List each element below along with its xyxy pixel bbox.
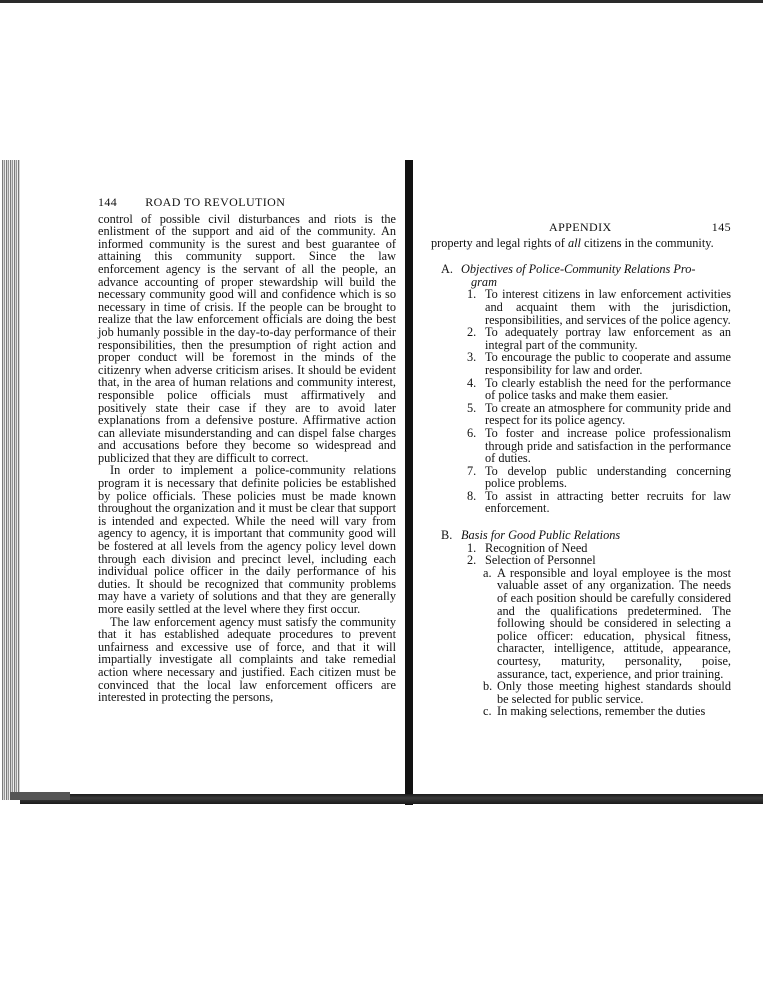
book-gutter [405,160,413,805]
section-a [431,263,731,515]
item-number: 3. [467,350,477,365]
left-page-number: 144 [98,195,118,209]
subitem-letter: a. [483,565,492,580]
left-running-head [98,196,396,209]
list-item [431,402,731,427]
right-page-number: 145 [711,220,731,234]
subitem-letter: c. [483,704,492,719]
item-number: 6. [467,425,477,440]
item-number: 1. [467,540,477,555]
scan-top-edge [0,0,763,3]
section-a-title-line1: Objectives of Police-Community Relations Pro- [461,262,696,277]
item-number: 1. [467,287,477,302]
intro-text-after: citizens in the community. [580,235,714,250]
sub-list-item [431,705,731,718]
subitem-text: Only those meeting highest standards should be selected for public service. [497,679,731,706]
left-running-title: ROAD TO REVOLUTION [145,195,286,209]
subitem-text: A responsible and loyal employee is the most valuable asset of any organization. The needs of each position should be carefully considered and the qualifications predetermined. The following should be considered in selecting a police officer: education, physical fitness, character, intelligence, attitude, appearance, courtesy, maturity, personality, poise, assurance, tact, experience, and prior training. [497,565,731,681]
list-item [431,427,731,465]
section-b [431,529,731,718]
left-paragraph-3: The law enforcement agency must satisfy the community that it has established adequate procedures to prevent unfairness and excessive use of force, and that it will impartially investigate all complaints and take remedial action where necessary and justified. Each citizen must be convinced that the local law enforcement officers are interested in protecting the persons, [98,614,396,705]
left-paragraph-2: In order to implement a police-community relations program it is necessary that definite policies be established by police officials. These policies must be made known throughout the organization and it must be clear that support is intended and expected. While the need will vary from agency to agency, it is important that community good will be fostered at all levels from the agency policy level down through each division and precinct level, including each individual police officer in the daily performance of his duties. It should be recognized that community problems may have a variety of solutions and that they are generally more easily settled at the level where they first occur. [98,463,396,616]
list-item [431,490,731,515]
left-page [98,196,396,704]
item-text: To develop public understanding concerning police problems. [485,463,731,491]
item-text: To foster and increase police professionalism through pride and satisfaction in the performance of duties. [485,425,731,466]
section-a-label: A. [441,262,453,277]
list-item [431,377,731,402]
item-text: Selection of Personnel [485,553,596,568]
scan-binding-edge [2,160,20,800]
intro-text-before: property and legal rights of [431,235,568,250]
section-b-sublist [431,567,731,718]
sub-list-item [431,680,731,705]
list-item [431,351,731,376]
list-item [431,465,731,490]
item-number: 2. [467,325,477,340]
item-text: To create an atmosphere for community pride and respect for its police agency. [485,400,731,428]
item-text: To adequately portray law enforcement as an integral part of the community. [485,325,731,352]
section-b-title-text: Basis for Good Public Relations [461,528,621,543]
item-text: To clearly establish the need for the performance of police tasks and make them easier. [485,375,731,403]
section-a-title-line2: gram [471,274,497,289]
right-page [431,221,731,718]
item-text: To assist in attracting better recruits for law enforcement. [485,488,731,516]
section-a-title [431,263,731,288]
subitem-text: In making selections, remember the duties [497,704,706,719]
section-b-label: B. [441,528,453,543]
right-running-title: APPENDIX [549,220,612,234]
scan-bottom-edge [20,794,763,804]
scan-bottom-corner [10,792,70,800]
item-text: To interest citizens in law enforcement activities and acquaint them with the jurisdiction, responsibilities, and services of the police agency. [485,287,731,327]
item-number: 7. [467,463,477,478]
right-running-head [431,221,731,234]
list-item [431,326,731,351]
item-number: 8. [467,488,477,503]
item-number: 4. [467,375,477,390]
item-number: 5. [467,400,477,415]
section-b-list [431,542,731,567]
intro-emphasis: all [567,235,581,250]
list-item [431,288,731,326]
left-paragraph-1: control of possible civil disturbances and riots is the enlistment of the support and aid of the community. An informed community is the surest and best guarantee of attaining this community support. Since the law enforcement agency is the servant of all the people, an advance accounting of proper stewardship will build the necessary community good will and confidence which is so necessary in time of crisis. If the people can be brought to realize that the law enforcement officials are doing the best job humanly possible in the day-to-day performance of their responsibilities, then the presumption of right action and proper conduct will be foremost in the minds of the citizenry when adverse criticism arises. It should be evident that, in the area of human relations and community interest, responsible police officials must affirmatively and positively state their case if they are to avoid later explanations from a defensive posture. Affirmative action can alleviate misunderstanding and can dispel false charges and accusations before they become so widespread and publicized that they are difficult to correct. [98,211,396,465]
sub-list-item [431,567,731,680]
subitem-letter: b. [483,679,493,694]
item-number: 2. [467,553,477,568]
item-text: Recognition of Need [485,540,588,555]
section-a-list [431,288,731,515]
item-text: To encourage the public to cooperate and assume responsibility for law and order. [485,350,731,377]
right-intro-paragraph [431,237,731,250]
